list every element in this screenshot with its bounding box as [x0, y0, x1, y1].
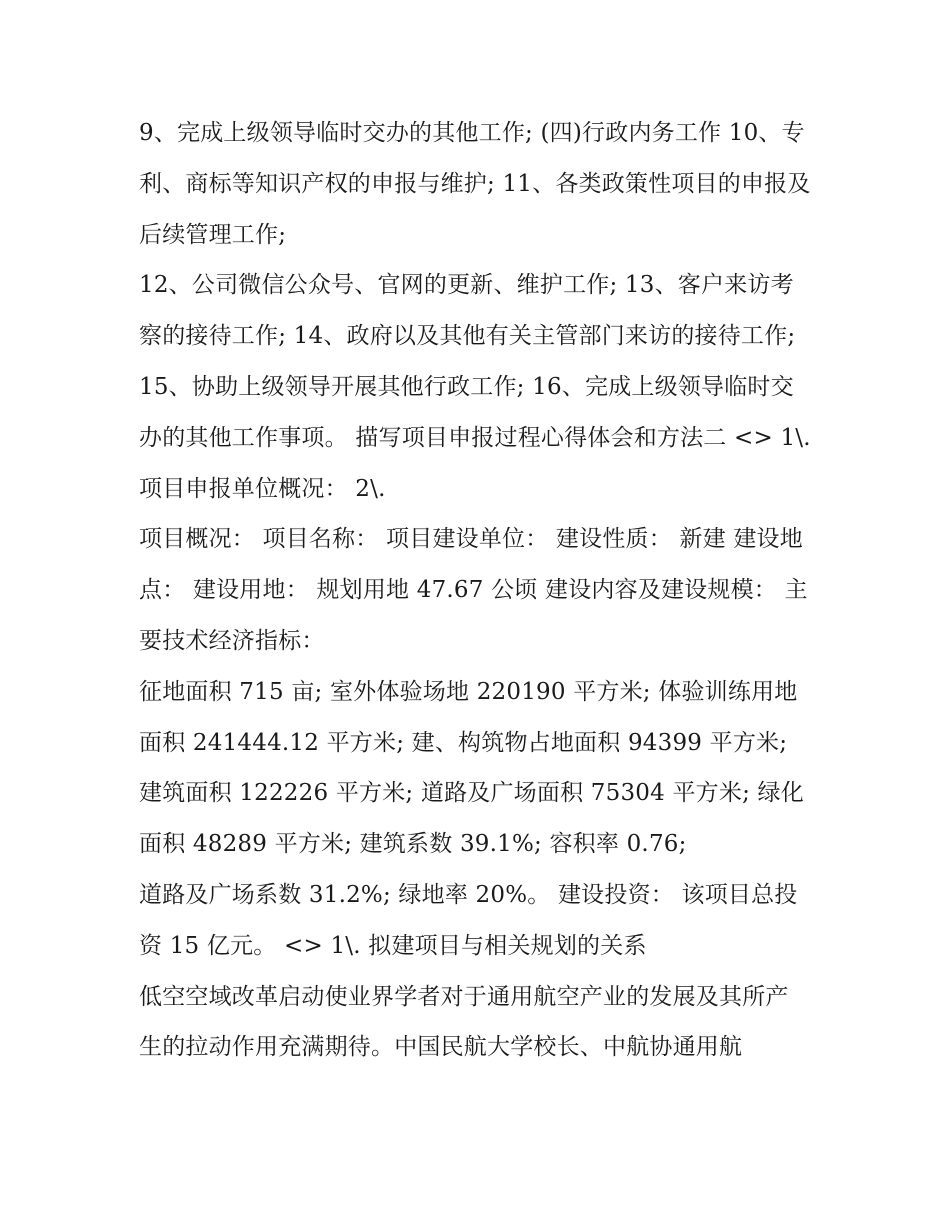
paragraph-project-overview: 项目概况： 项目名称： 项目建设单位： 建设性质： 新建 建设地点： 建设用地： 规划用地 47.67 公顷 建设内容及建设规模： 主要技术经济指标： — [139, 526, 808, 654]
paragraph-tasks-15-16: 15、协助上级领导开展其他行政工作; 16、完成上级领导临时交办的其他工作事项。 描写项目申报过程心得体会和方法二 <> 1\. 项目申报单位概况： 2\. — [139, 373, 811, 502]
paragraph-airspace-reform: 低空空域改革启动使业界学者对于通用航空产业的发展及其所产生的拉动作用充满期待。中国民航大学校长、中航协通用航 — [139, 983, 789, 1061]
paragraph-tasks-12-14: 12、公司微信公众号、官网的更新、维护工作; 13、客户来访考察的接待工作; 14、政府以及其他有关主管部门来访的接待工作; — [139, 272, 796, 350]
paragraph-building-metrics: 建筑面积 122226 平方米; 道路及广场面积 75304 平方米; 绿化面积 48289 平方米; 建筑系数 39.1%; 容积率 0.76; — [139, 780, 804, 858]
paragraph-investment: 道路及广场系数 31.2%; 绿地率 20%。 建设投资： 该项目总投资 15 亿元。 <> 1\. 拟建项目与相关规划的关系 — [139, 881, 798, 959]
document-body — [139, 108, 811, 1073]
paragraph-tasks-9-11: 9、完成上级领导临时交办的其他工作; (四)行政内务工作 10、专利、商标等知识产权的申报与维护; 11、各类政策性项目的申报及后续管理工作; — [139, 120, 811, 248]
paragraph-land-metrics: 征地面积 715 亩; 室外体验场地 220190 平方米; 体验训练用地面积 241444.12 平方米; 建、构筑物占地面积 94399 平方米; — [139, 678, 798, 756]
